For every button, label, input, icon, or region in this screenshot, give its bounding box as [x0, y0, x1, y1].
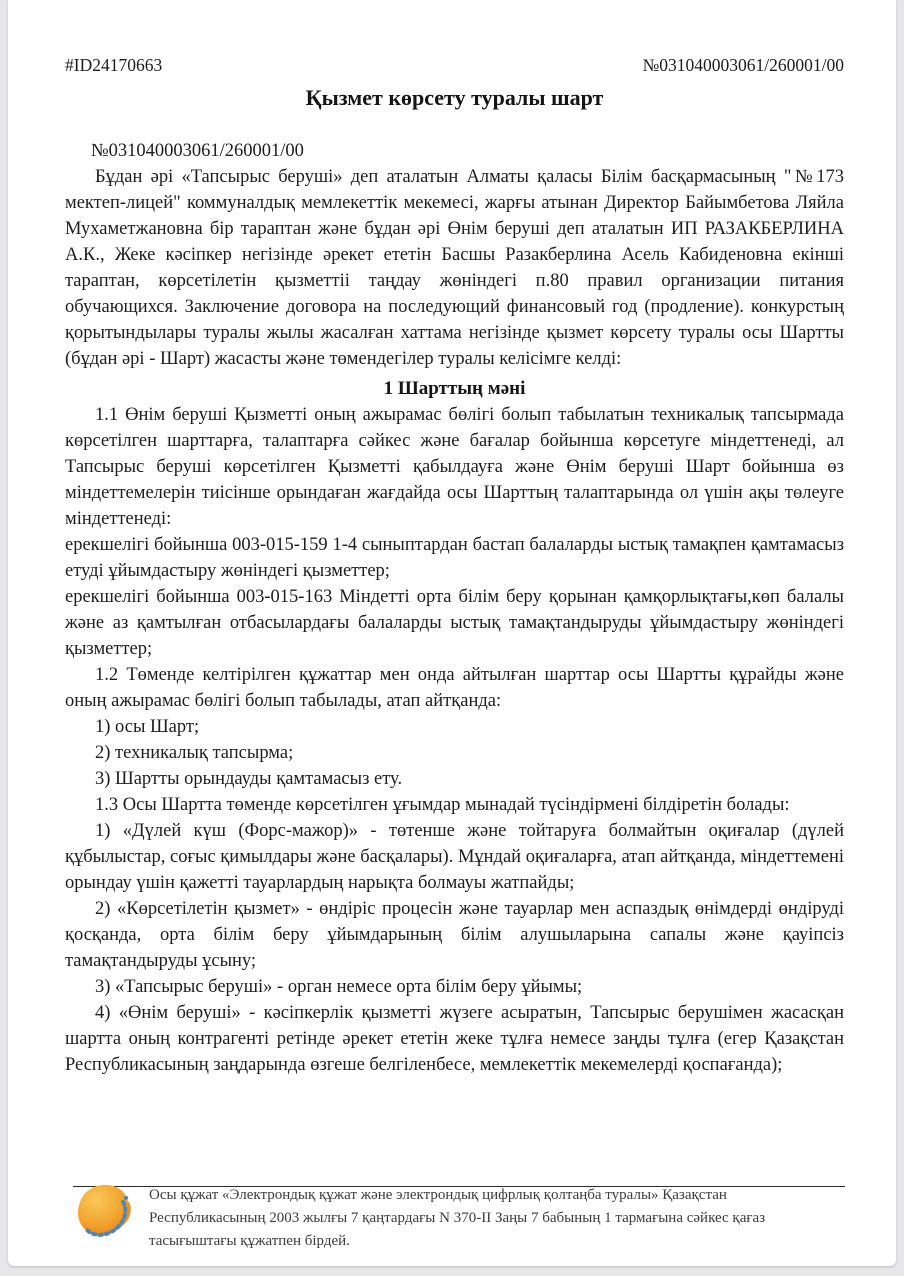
paragraph-1-2: 1.2 Төменде келтірілген құжаттар мен онда айтылған шарттар осы Шартты құрайды және оның ажырамас бөлігі болып табылады, атап айтқанда:: [65, 665, 844, 711]
document-content: [8, 0, 896, 1078]
esignature-legal-text: Осы құжат «Электрондық құжат және электрондық цифрлық қолтаңба туралы» Қазақстан Республикасының 2003 жылғы 7 қаңтардағы N 370-II Заңы 7 бабының 1 тармағына сәйкес қағаз тасығыштағы құжатпен бірдей.: [149, 1187, 766, 1249]
document-page: [8, 0, 896, 1266]
list-item-3: 3) Шартты орындауды қамтамасыз ету.: [95, 769, 403, 789]
document-title: Қызмет көрсету туралы шарт: [305, 85, 604, 110]
egov-stamp-icon: [73, 1182, 145, 1251]
definition-4: 4) «Өнім беруші» - кәсіпкерлік қызметті жүзеге асыратын, Тапсырыс берушімен жасасқан шартта оның контрагенті ретінде әрекет ететін жеке тұлға немесе заңды тұлға (егер Қазақстан Республикасының заңдарында өзгеше белгіленбесе, мемлекеттік мекемелерді қоспағанда);: [65, 1003, 844, 1075]
paragraph-1-1: 1.1 Өнім беруші Қызметті оның ажырамас бөлігі болып табылатын техникалық тапсырмада көрсетілген шарттарға, талаптарға сәйкес және бағалар бойынша көрсетуге міндеттенеді, ал Тапсырыс беруші көрсетілген Қызметті қабылдауға және Өнім беруші Шарт бойынша өз міндеттемелерін тиісінше орындаған жағдайда осы Шарттың талаптарында ол үшін ақы төлеуге міндеттенеді:: [65, 405, 844, 529]
definition-3: 3) «Тапсырыс беруші» - орган немесе орта білім беру ұйымы;: [95, 977, 583, 997]
contract-number: №031040003061/260001/00: [91, 141, 304, 161]
paragraph-spec-1: ерекшелігі бойынша 003-015-159 1-4 сыныптардан бастап балаларды ыстық тамақпен қамтамасыз етуді ұйымдастыру жөніндегі қызметтер;: [65, 535, 844, 581]
section-1-heading: 1 Шарттың мәні: [383, 378, 526, 399]
paragraph-1-3: 1.3 Осы Шартта төменде көрсетілген ұғымдар мынадай түсіндірмені білдіретін болады:: [95, 795, 790, 815]
document-id: #ID24170663: [65, 55, 163, 75]
definition-1: 1) «Дүлей күш (Форс-мажор)» - төтенше және тойтаруға болмайтын оқиғалар (дүлей құбылыстар, соғыс қимылдары және басқалары). Мұндай оқиғаларға, атап айтқанда, міндеттемені орындау үшін қажетті тауарлардың нарықта болмауы жатпайды;: [65, 821, 844, 893]
list-item-1: 1) осы Шарт;: [95, 717, 200, 737]
paragraph-spec-2: ерекшелігі бойынша 003-015-163 Міндетті орта білім беру қорынан қамқорлықтағы,көп балалы және аз қамтылған отбасылардағы балаларды ыстық тамақтандыруды ұйымдастыру жөніндегі қызметтер;: [65, 587, 844, 659]
contract-number-header: №031040003061/260001/00: [642, 55, 844, 75]
paragraph-intro: Бұдан әрі «Тапсырыс беруші» деп аталатын Алматы қаласы Білім басқармасының "№173 мектеп-лицей" коммуналдық мемлекеттік мекемесі, жарғы атынан Директор Байымбетова Ляйла Мухаметжановна бір тараптан және бұдан әрі Өнім беруші деп аталатын ИП РАЗАКБЕРЛИНА А.К., Жеке кәсіпкер негізінде әрекет ететін Басшы Разакберлина Асель Кабиденовна екінші тараптан, көрсетілетін қызметтіі таңдау жөніндегі п.80 правил организации питания обучающихся. Заключение договора на последующий финансовый год (продление). конкурстың қорытындылары туралы жылы жасалған хаттама негізінде қызмет көрсету туралы осы Шартты (бұдан әрі - Шарт) жасасты және төмендегілер туралы келісімге келді:: [65, 167, 844, 369]
list-item-2: 2) техникалық тапсырма;: [95, 743, 294, 763]
definition-2: 2) «Көрсетілетін қызмет» - өндіріс процесін және тауарлар мен аспаздық өнімдерді өндіруді қосқанда, орта білім беру ұйымдарының білім алушыларына сапалы және қауіпсіз тамақтандыруды ұсыну;: [65, 899, 844, 971]
document-header: [65, 54, 844, 76]
esignature-footer: [73, 1180, 833, 1253]
